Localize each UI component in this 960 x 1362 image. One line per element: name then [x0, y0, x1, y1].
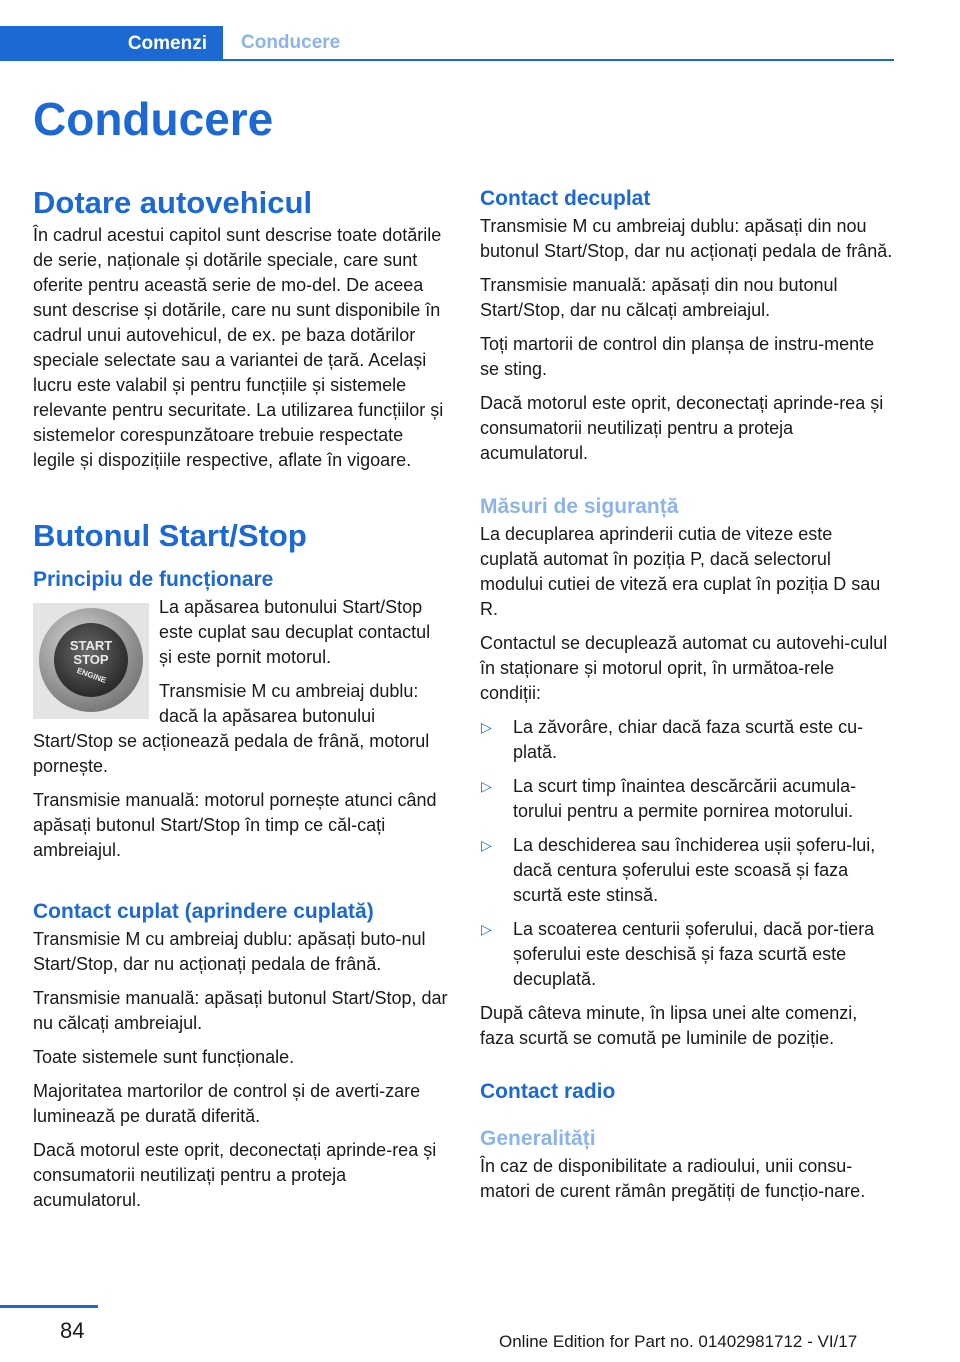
- button-engine-text: ENGINE: [75, 666, 108, 686]
- triangle-bullet-icon: ▷: [481, 837, 492, 853]
- footer-rule: [0, 1305, 98, 1308]
- paragraph-masuri-1: La decuplarea aprinderii cutia de viteze este cuplată automat în poziția P, dacă selectorul modului cutiei de viteză era cuplat în poziția D sau R.: [480, 524, 881, 619]
- list-item: [480, 715, 895, 765]
- conditions-list: [480, 715, 895, 992]
- paragraph-cuplat-5: Dacă motorul este oprit, deconectați aprinde‐rea și consumatorii neutilizați pentru a proteja acumulatorul.: [33, 1140, 437, 1210]
- page-number: 84: [60, 1318, 85, 1343]
- left-column: [33, 185, 448, 1222]
- paragraph-principiu-3: Transmisie manuală: motorul pornește atunci când apăsați butonul Start/Stop în timp ce căl‐cați ambreiajul.: [33, 790, 437, 860]
- paragraph-decuplat-1: Transmisie M cu ambreiaj dublu: apăsați din nou butonul Start/Stop, dar nu acționați pedala de frână.: [480, 216, 893, 261]
- list-item-text: La zăvorâre, chiar dacă faza scurtă este cu‐plată.: [513, 717, 864, 762]
- list-item: [480, 833, 895, 908]
- triangle-bullet-icon: ▷: [481, 921, 492, 937]
- paragraph-cuplat-4: Majoritatea martorilor de control și de averti‐zare luminează pe durată diferită.: [33, 1081, 421, 1126]
- tab-underline: [223, 59, 894, 61]
- triangle-bullet-icon: ▷: [481, 778, 492, 794]
- start-stop-button-image: [33, 603, 149, 719]
- paragraph-decuplat-4: Dacă motorul este oprit, deconectați aprinde‐rea și consumatorii neutilizați pentru a proteja acumulatorul.: [480, 393, 884, 463]
- tab-comenzi[interactable]: [0, 26, 223, 61]
- paragraph-cuplat-1: Transmisie M cu ambreiaj dublu: apăsați buto‐nul Start/Stop, dar nu acționați pedala de frână.: [33, 929, 426, 974]
- heading-buton-start-stop: Butonul Start/Stop: [33, 518, 307, 553]
- list-item-text: La scurt timp înaintea descărcării acumula‐torului pentru a permite pornirea motorului.: [513, 776, 857, 821]
- heading-principiu: Principiu de funcționare: [33, 568, 274, 591]
- footer-edition: Online Edition for Part no. 01402981712 - VI/17: [499, 1332, 858, 1351]
- triangle-bullet-icon: ▷: [481, 719, 492, 735]
- paragraph-generalitati: În caz de disponibilitate a radioului, unii consu‐matori de curent rămân pregătiți de funcțio‐nare.: [480, 1156, 866, 1201]
- paragraph-cuplat-3: Toate sistemele sunt funcționale.: [33, 1047, 295, 1067]
- list-item-text: La deschiderea sau închiderea ușii șoferu‐lui, dacă centura șoferului este scoasă și faza scurtă este stinsă.: [513, 835, 876, 905]
- page-title: Conducere: [33, 93, 274, 145]
- paragraph-principiu-2: Transmisie M cu ambreiaj dublu: dacă la apăsarea butonului Start/Stop se acționează pedala de frână, motorul pornește.: [33, 681, 430, 776]
- heading-contact-decuplat: Contact decuplat: [480, 187, 651, 210]
- paragraph-masuri-3: După câteva minute, în lipsa unei alte comenzi, faza scurtă se comută pe luminile de poziție.: [480, 1003, 858, 1048]
- tab-conducere[interactable]: [223, 26, 340, 59]
- heading-dotare: Dotare autovehicul: [33, 185, 313, 220]
- button-start-text: START: [69, 638, 113, 653]
- paragraph-decuplat-3: Toți martorii de control din planșa de instru‐mente se sting.: [480, 334, 875, 379]
- paragraph-masuri-2: Contactul se decuplează automat cu autovehi‐culul în staționare și motorul oprit, în următoa‐rele condiții:: [480, 633, 888, 703]
- heading-contact-cuplat: Contact cuplat (aprindere cuplată): [33, 900, 374, 923]
- heading-contact-radio: Contact radio: [480, 1080, 616, 1103]
- chapter-tabs: [0, 26, 894, 61]
- list-item-text: La scoaterea centurii șoferului, dacă por‐tiera șoferului este deschisă și faza scurtă este decuplată.: [513, 919, 875, 989]
- paragraph-principiu-1: La apăsarea butonului Start/Stop este cuplat sau decuplat contactul și este pornit motorul.: [159, 597, 431, 667]
- button-ring: [39, 608, 143, 712]
- tab-conducere-label: Conducere: [241, 31, 341, 53]
- paragraph-decuplat-2: Transmisie manuală: apăsați din nou butonul Start/Stop, dar nu călcați ambreiajul.: [480, 275, 838, 320]
- heading-generalitati: Generalități: [480, 1127, 596, 1150]
- button-face: [54, 623, 128, 697]
- list-item: [480, 917, 895, 992]
- button-stop-text: STOP: [73, 652, 109, 667]
- paragraph-cuplat-2: Transmisie manuală: apăsați butonul Start/Stop, dar nu călcați ambreiajul.: [33, 988, 448, 1033]
- paragraph-dotare: În cadrul acestui capitol sunt descrise toate dotările de serie, naționale și dotările speciale, care sunt oferite pentru această serie de mo‐del. De aceea sunt descrise și dotările, care nu sunt disponibile în cadrul unui autovehicul, de ex. pe baza dotărilor speciale selectate sau a variantei de țară. Același lucru este valabil și pentru funcțiile și sistemele relevante pentru securitate. La utilizarea funcțiilor și sistemelor corespunzătoare trebuie respectate legile și dispozițiile respective, aflate în vigoare.: [33, 225, 444, 470]
- list-item: [480, 774, 895, 824]
- tab-comenzi-label: Comenzi: [127, 32, 207, 54]
- heading-masuri-siguranta: Măsuri de siguranță: [480, 495, 679, 518]
- right-column: [480, 185, 895, 1213]
